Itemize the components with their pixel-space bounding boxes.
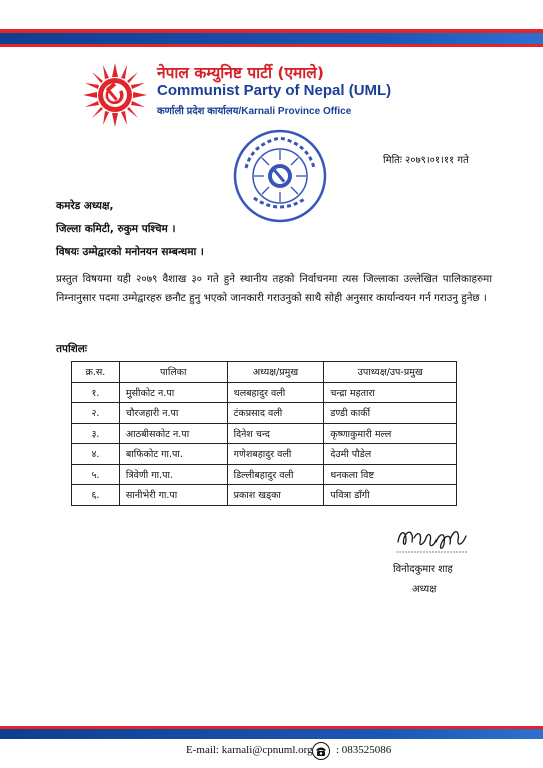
col-header-vice-chair: उपाध्यक्ष/उप-प्रमुख: [324, 362, 457, 383]
table-row: [72, 464, 457, 485]
cell-vice-chair: डण्डी कार्की: [324, 403, 457, 424]
cell-municipality: चौरजहारी न.पा: [119, 403, 227, 424]
table-row: [72, 444, 457, 465]
cell-municipality: त्रिवेणी गा.पा.: [119, 464, 227, 485]
party-name-nepali: नेपाल कम्युनिष्ट पार्टी (एमाले): [157, 64, 324, 82]
cell-vice-chair: पवित्रा डाँगी: [324, 485, 457, 506]
cell-serial: ५.: [72, 464, 120, 485]
cell-serial: १.: [72, 382, 120, 403]
cell-chair: गणेशबहादुर वली: [227, 444, 324, 465]
cell-vice-chair: कृष्णाकुमारी मल्ल: [324, 423, 457, 444]
telephone-icon: [312, 742, 330, 760]
table-row: [72, 485, 457, 506]
handwritten-signature: [394, 520, 470, 554]
cell-serial: ३.: [72, 423, 120, 444]
cell-chair: टंकप्रसाद वली: [227, 403, 324, 424]
cell-chair: थलबहादुर वली: [227, 382, 324, 403]
candidates-table: [71, 361, 457, 506]
cell-serial: ६.: [72, 485, 120, 506]
letter-subject: विषयः उम्मेद्वारको मनोनयन सम्बन्धमा ।: [56, 246, 204, 258]
cell-vice-chair: चन्द्रा महतारा: [324, 382, 457, 403]
table-row: [72, 403, 457, 424]
addressee-committee: जिल्ला कमिटी, रुकुम पश्चिम ।: [56, 223, 176, 235]
header-blue-stripe: [0, 33, 543, 44]
table-row: [72, 423, 457, 444]
cell-municipality: बाफिकोट गा.पा.: [119, 444, 227, 465]
letter-body: प्रस्तुत विषयमा यही २०७९ वैशाख ३० गते हुने स्थानीय तहको निर्वाचनमा त्यस जिल्लाका उल्लेखित पालिकाहरुमा निम्नानुसार पदमा उम्मेद्वारहरु छनौट हुनु भएको जानकारी गराउनुको साथै सोही अनुसार कार्यान्वयन गर्न गराउनु हुनेछ ।: [56, 273, 492, 304]
signatory-title: अध्यक्ष: [412, 584, 437, 595]
party-logo-icon: [83, 63, 147, 127]
party-seal-stamp-icon: [232, 128, 328, 224]
col-header-chair: अध्यक्ष/प्रमुख: [227, 362, 324, 383]
footer-phone: : 083525086: [336, 744, 392, 756]
signatory-name: विनोदकुमार शाह: [393, 564, 453, 575]
cell-serial: २.: [72, 403, 120, 424]
addressee-line: कमरेड अध्यक्ष,: [56, 200, 114, 212]
cell-chair: प्रकाश खड्का: [227, 485, 324, 506]
cell-serial: ४.: [72, 444, 120, 465]
cell-municipality: मुसीकोट न.पा: [119, 382, 227, 403]
cell-chair: दिनेश चन्द: [227, 423, 324, 444]
cell-vice-chair: धनकला विष्ट: [324, 464, 457, 485]
footer-blue-stripe: [0, 729, 543, 739]
office-name: कर्णाली प्रदेश कार्यालय/Karnali Province Office: [157, 106, 352, 117]
details-heading: तपशिलः: [56, 343, 88, 355]
cell-municipality: आठबीसकोट न.पा: [119, 423, 227, 444]
table-row: [72, 382, 457, 403]
cell-municipality: सानीभेरी गा.पा: [119, 485, 227, 506]
letter-date: मितिः २०७९।०१।११ गते: [383, 155, 469, 166]
header-red-stripe-lower: [0, 44, 543, 47]
footer-email: E-mail: karnali@cpnuml.org: [186, 744, 313, 756]
col-header-serial: क्र.स.: [72, 362, 120, 383]
cell-chair: डिल्लीबहादुर वली: [227, 464, 324, 485]
col-header-municipality: पालिका: [119, 362, 227, 383]
table-header-row: [72, 362, 457, 383]
party-name-english: Communist Party of Nepal (UML): [157, 82, 392, 99]
cell-vice-chair: देउमी पौडेल: [324, 444, 457, 465]
